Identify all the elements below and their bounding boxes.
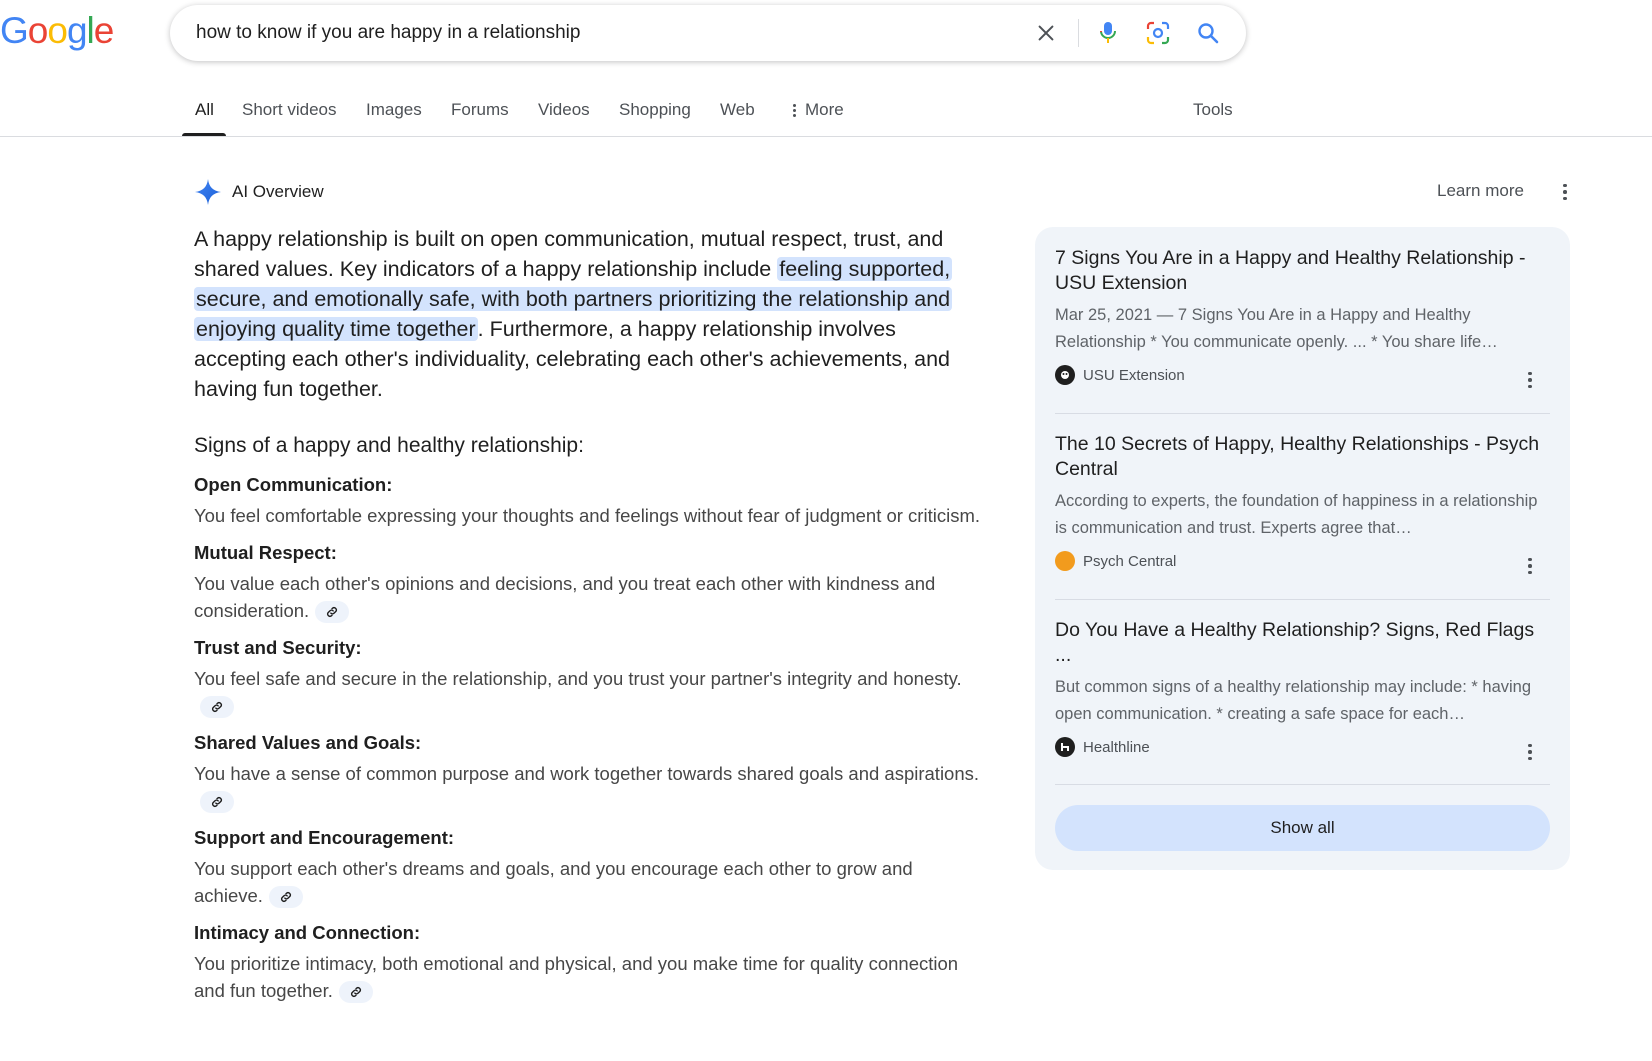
logo-letter: o xyxy=(27,10,48,51)
gemini-sparkle-icon xyxy=(194,178,222,206)
show-all-button[interactable]: Show all xyxy=(1055,805,1550,851)
learn-more-link[interactable]: Learn more xyxy=(1437,181,1524,200)
source-title[interactable]: 7 Signs You Are in a Happy and Healthy Relationship - USU Extension xyxy=(1055,247,1526,294)
sign-text xyxy=(194,570,984,624)
sign-item xyxy=(194,635,994,719)
ai-overview-body xyxy=(194,224,994,1015)
intro-text-after: . Furthermore, a happy relationship involves accepting each other's individuality, celebrating each other's achievements, and having fun together. xyxy=(194,317,950,401)
sign-description: You prioritize intimacy, both emotional and physical, and you make time for quality connection and fun together. xyxy=(194,953,959,1001)
source-attribution[interactable] xyxy=(1055,365,1550,385)
sign-text xyxy=(194,502,984,529)
sign-item xyxy=(194,730,994,814)
link-icon xyxy=(325,605,339,619)
sign-text xyxy=(194,855,984,909)
source-title[interactable]: The 10 Secrets of Happy, Healthy Relationships - Psych Central xyxy=(1055,433,1540,480)
sign-description: You feel safe and secure in the relationship, and you trust your partner's integrity and honesty. xyxy=(194,668,962,689)
citation-link-button[interactable] xyxy=(269,886,303,908)
logo-letter: e xyxy=(93,10,114,51)
tab-web[interactable]: Web xyxy=(720,100,755,119)
sign-item xyxy=(194,825,994,909)
source-snippet: Mar 25, 2021 — 7 Signs You Are in a Happy and Healthy Relationship * You communicate openly. ... * You share life… xyxy=(1055,306,1498,351)
more-vert-icon[interactable] xyxy=(1520,370,1540,390)
logo-letter: G xyxy=(0,10,28,51)
psych-central-favicon-icon xyxy=(1055,551,1075,571)
lens-camera-icon[interactable] xyxy=(1144,19,1172,47)
source-card[interactable] xyxy=(1055,432,1550,571)
more-vert-icon xyxy=(789,102,799,118)
search-box[interactable] xyxy=(170,5,1246,61)
source-name: Psych Central xyxy=(1083,552,1177,570)
search-input[interactable]: how to know if you are happy in a relationship xyxy=(196,22,581,43)
source-snippet: According to experts, the foundation of happiness in a relationship is communication and trust. Experts agree that… xyxy=(1055,492,1538,537)
ai-overview-title: AI Overview xyxy=(232,182,324,201)
tab-videos[interactable]: Videos xyxy=(538,100,590,119)
intro-highlight[interactable]: feeling supported, secure, and emotionally safe, with both partners prioritizing the relationship and enjoying quality time together xyxy=(196,257,951,341)
usu-favicon-icon xyxy=(1055,365,1075,385)
sign-item xyxy=(194,920,994,1004)
card-divider xyxy=(1055,413,1550,414)
sign-text xyxy=(194,760,984,814)
link-icon xyxy=(210,795,224,809)
citation-link-button[interactable] xyxy=(200,696,234,718)
healthline-favicon-icon xyxy=(1055,737,1075,757)
source-snippet: But common signs of a healthy relationship may include: * having open communication. * creating a safe space for each… xyxy=(1055,678,1532,723)
source-attribution[interactable] xyxy=(1055,551,1550,571)
sign-description: You value each other's opinions and decisions, and you treat each other with kindness and consideration. xyxy=(194,573,936,621)
ai-overview-header xyxy=(194,178,324,206)
sign-description: You feel comfortable expressing your thoughts and feelings without fear of judgment or criticism. xyxy=(194,505,980,526)
google-logo[interactable] xyxy=(0,10,113,52)
link-icon xyxy=(210,700,224,714)
tab-more[interactable] xyxy=(789,100,844,120)
search-divider xyxy=(1078,19,1079,47)
sign-title: Mutual Respect: xyxy=(194,542,337,563)
citation-link-button[interactable] xyxy=(315,601,349,623)
intro-text: A happy relationship is built on open communication, mutual respect, trust, and shared values. Key indicators of a happy relationship include xyxy=(194,227,944,281)
tab-short-videos[interactable]: Short videos xyxy=(242,100,337,119)
sign-description: You have a sense of common purpose and work together towards shared goals and aspirations. xyxy=(194,763,980,784)
logo-letter: g xyxy=(66,10,87,51)
more-vert-icon[interactable] xyxy=(1520,556,1540,576)
sign-title: Support and Encouragement: xyxy=(194,827,455,848)
search-header xyxy=(0,0,1652,137)
tools-button[interactable]: Tools xyxy=(1193,100,1233,119)
sign-description: You support each other's dreams and goals, and you encourage each other to grow and achieve. xyxy=(194,858,913,906)
card-divider xyxy=(1055,784,1550,785)
logo-letter: l xyxy=(86,10,94,51)
sign-item xyxy=(194,472,994,529)
sign-text xyxy=(194,950,984,1004)
source-card[interactable] xyxy=(1055,246,1550,385)
clear-icon[interactable] xyxy=(1032,19,1060,47)
tab-shopping[interactable]: Shopping xyxy=(619,100,691,119)
ai-overview-intro xyxy=(194,224,984,404)
more-vert-icon[interactable] xyxy=(1520,742,1540,762)
source-card[interactable] xyxy=(1055,618,1550,757)
source-title[interactable]: Do You Have a Healthy Relationship? Signs, Red Flags ... xyxy=(1055,619,1535,666)
card-divider xyxy=(1055,599,1550,600)
search-icon[interactable] xyxy=(1194,19,1222,47)
tab-forums[interactable]: Forums xyxy=(451,100,509,119)
source-attribution[interactable] xyxy=(1055,737,1550,757)
tab-more-label: More xyxy=(805,100,844,119)
link-icon xyxy=(279,890,293,904)
sources-panel xyxy=(1035,227,1570,870)
tab-all[interactable]: All xyxy=(195,100,214,119)
sign-text xyxy=(194,665,984,719)
sign-item xyxy=(194,540,994,624)
sign-title: Intimacy and Connection: xyxy=(194,922,421,943)
active-tab-indicator xyxy=(182,133,226,136)
citation-link-button[interactable] xyxy=(200,791,234,813)
citation-link-button[interactable] xyxy=(339,981,373,1003)
tab-images[interactable]: Images xyxy=(366,100,422,119)
more-vert-icon[interactable] xyxy=(1555,182,1575,202)
sign-title: Shared Values and Goals: xyxy=(194,732,422,753)
logo-letter: o xyxy=(47,10,67,51)
source-name: USU Extension xyxy=(1083,366,1185,384)
signs-heading: Signs of a happy and healthy relationship: xyxy=(194,434,584,457)
sign-title: Open Communication: xyxy=(194,474,393,495)
link-icon xyxy=(349,985,363,999)
sign-title: Trust and Security: xyxy=(194,637,362,658)
source-name: Healthline xyxy=(1083,738,1150,756)
microphone-icon[interactable] xyxy=(1094,19,1122,47)
